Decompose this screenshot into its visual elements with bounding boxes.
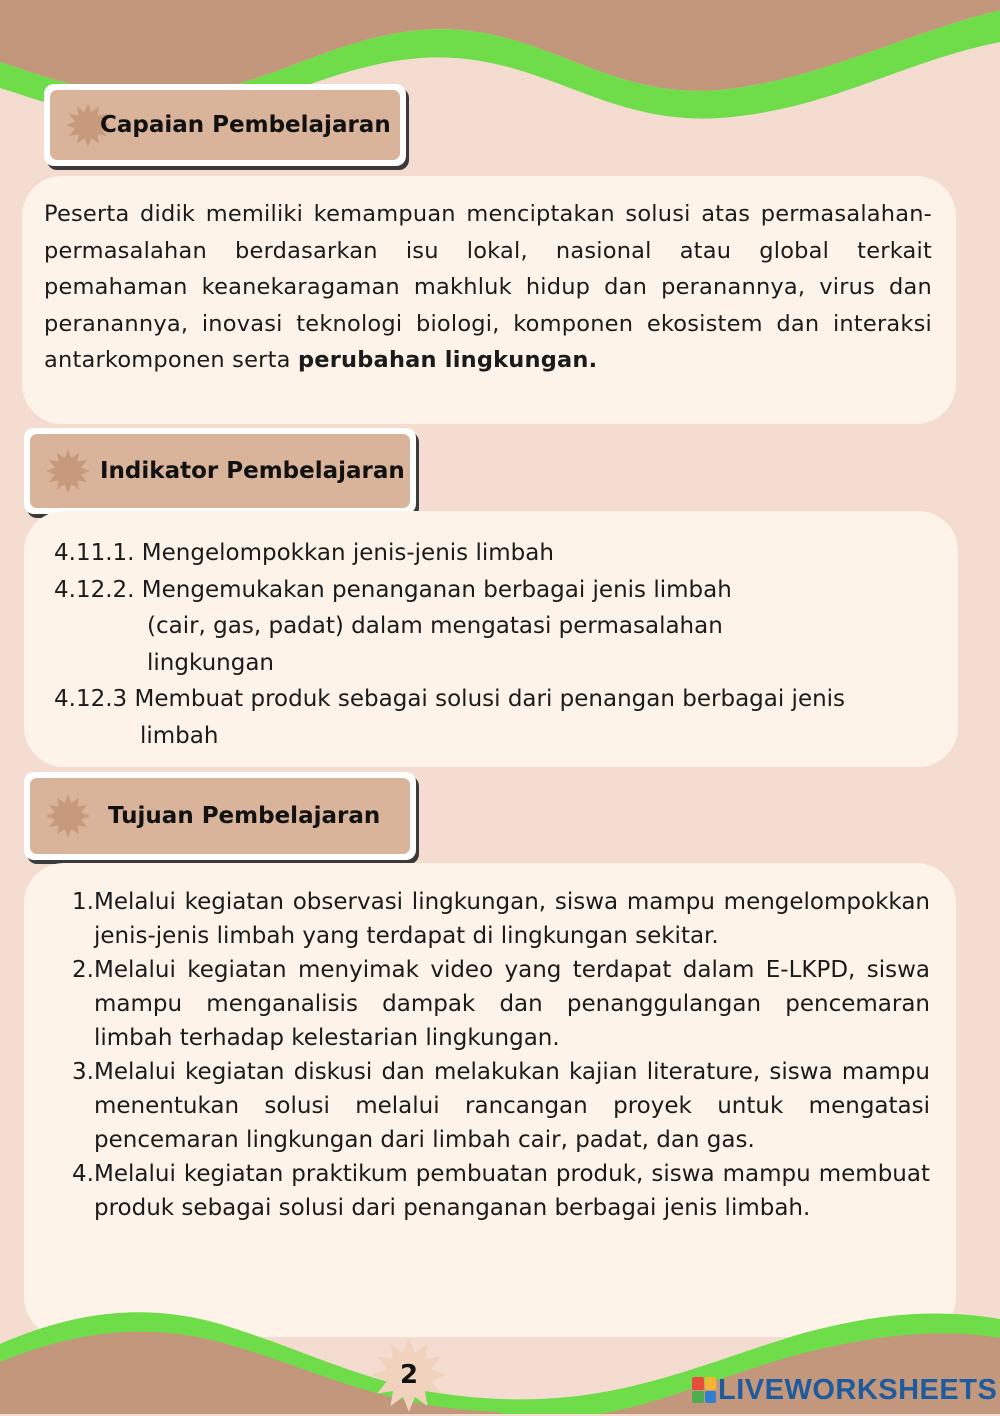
capaian-text-bold: perubahan lingkungan. <box>297 347 598 373</box>
tujuan-header <box>24 772 416 860</box>
indikator-item <box>54 535 938 572</box>
tujuan-number: 1. <box>72 889 94 915</box>
starburst-icon <box>46 449 90 493</box>
indikator-line: limbah <box>140 722 219 749</box>
tujuan-title: Tujuan Pembelajaran <box>108 803 381 829</box>
indikator-header <box>24 428 416 514</box>
indikator-line: Mengelompokkan jenis-jenis limbah <box>141 540 554 566</box>
indikator-number: 4.12.3 <box>54 686 128 712</box>
indikator-item <box>54 572 938 609</box>
capaian-header-fill <box>50 90 400 160</box>
starburst-icon <box>46 794 90 838</box>
tujuan-number: 2. <box>72 957 94 983</box>
page-number: 2 <box>399 1360 419 1390</box>
tujuan-text: Melalui kegiatan observasi lingkungan, siswa mampu mengelompokkan jenis-jenis limbah yang terdapat di lingkungan sekitar. <box>94 889 930 949</box>
indikator-card <box>24 511 958 767</box>
tujuan-card <box>24 863 956 1337</box>
tujuan-item <box>64 1157 930 1225</box>
capaian-header <box>44 84 406 166</box>
capaian-title: Capaian Pembelajaran <box>100 112 391 138</box>
liveworksheets-logo <box>692 1374 997 1406</box>
indikator-line: lingkungan <box>147 649 274 676</box>
indikator-number: 4.12.2. <box>54 576 135 603</box>
tujuan-number: 4. <box>72 1161 94 1187</box>
capaian-card <box>22 176 956 424</box>
indikator-title: Indikator Pembelajaran <box>100 458 405 484</box>
capaian-text <box>44 196 932 379</box>
indikator-line: (cair, gas, padat) dalam mengatasi permasalahan <box>147 613 723 639</box>
indikator-line: Membuat produk sebagai solusi dari penangan berbagai jenis <box>134 686 846 712</box>
tujuan-item <box>64 953 930 1055</box>
indikator-number: 4.11.1. <box>54 540 135 566</box>
liveworksheets-icon <box>692 1377 716 1403</box>
indikator-line: Mengemukakan penanganan berbagai jenis limbah <box>141 576 732 603</box>
tujuan-item <box>64 885 930 953</box>
tujuan-text: Melalui kegiatan diskusi dan melakukan kajian literature, siswa mampu menentukan solusi melalui rancangan proyek untuk mengatasi pencemaran lingkungan dari limbah cair, padat, dan gas. <box>94 1059 930 1153</box>
indikator-item <box>54 681 938 718</box>
tujuan-text: Melalui kegiatan praktikum pembuatan produk, siswa mampu membuat produk sebagai solusi dari penanganan berbagai jenis limbah. <box>94 1161 930 1221</box>
tujuan-item <box>64 1055 930 1157</box>
tujuan-number: 3. <box>72 1059 94 1085</box>
indikator-header-fill <box>30 434 410 508</box>
page-number-badge <box>372 1338 446 1412</box>
tujuan-text: Melalui kegiatan menyimak video yang terdapat dalam E-LKPD, siswa mampu menganalisis dampak dan penanggulangan pencemaran limbah terhadap kelestarian lingkungan. <box>94 957 930 1051</box>
tujuan-header-fill <box>30 778 410 854</box>
capaian-text-plain: Peserta didik memiliki kemampuan menciptakan solusi atas permasalahan-permasalahan berdasarkan isu lokal, nasional atau global terkait pemahaman keanekaragaman makhluk hidup dan peranannya, virus dan peranannya, inovasi teknologi biologi, komponen ekosistem dan interaksi antarkomponen serta <box>44 201 932 373</box>
liveworksheets-text: LIVEWORKSHEETS <box>718 1373 998 1406</box>
